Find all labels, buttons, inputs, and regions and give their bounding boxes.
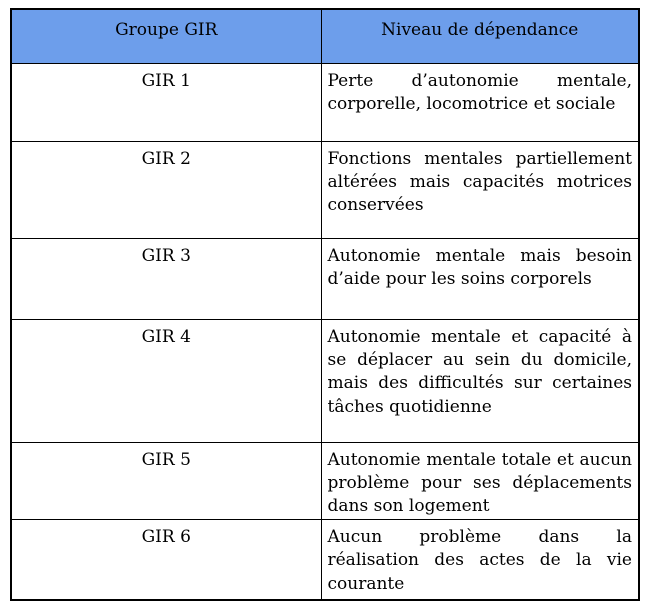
gir-group-cell: GIR 6 [11, 519, 321, 600]
table-row-gir-5 [11, 442, 639, 519]
gir-group-cell: GIR 2 [11, 141, 321, 238]
gir-group-cell: GIR 4 [11, 319, 321, 442]
table-row-gir-6 [11, 519, 639, 600]
gir-description-cell: Aucun problème dans la réalisation des actes de la vie courante [321, 519, 639, 600]
header-groupe-gir: Groupe GIR [11, 9, 321, 63]
gir-table [10, 8, 640, 601]
gir-description-cell: Autonomie mentale et capacité à se déplacer au sein du domicile, mais des difficultés sur certaines tâches quotidienne [321, 319, 639, 442]
gir-description-cell: Autonomie mentale totale et aucun problème pour ses déplacements dans son logement [321, 442, 639, 519]
gir-group-cell: GIR 3 [11, 238, 321, 319]
gir-description-cell: Perte d’autonomie mentale, corporelle, locomotrice et sociale [321, 63, 639, 141]
table-row-gir-3 [11, 238, 639, 319]
table-row-gir-4 [11, 319, 639, 442]
header-niveau-dependance: Niveau de dépendance [321, 9, 639, 63]
gir-group-cell: GIR 5 [11, 442, 321, 519]
gir-description-cell: Autonomie mentale mais besoin d’aide pour les soins corporels [321, 238, 639, 319]
header-row [11, 9, 639, 63]
gir-group-cell: GIR 1 [11, 63, 321, 141]
gir-description-cell: Fonctions mentales partiellement altérées mais capacités motrices conservées [321, 141, 639, 238]
table-row-gir-2 [11, 141, 639, 238]
table-row-gir-1 [11, 63, 639, 141]
